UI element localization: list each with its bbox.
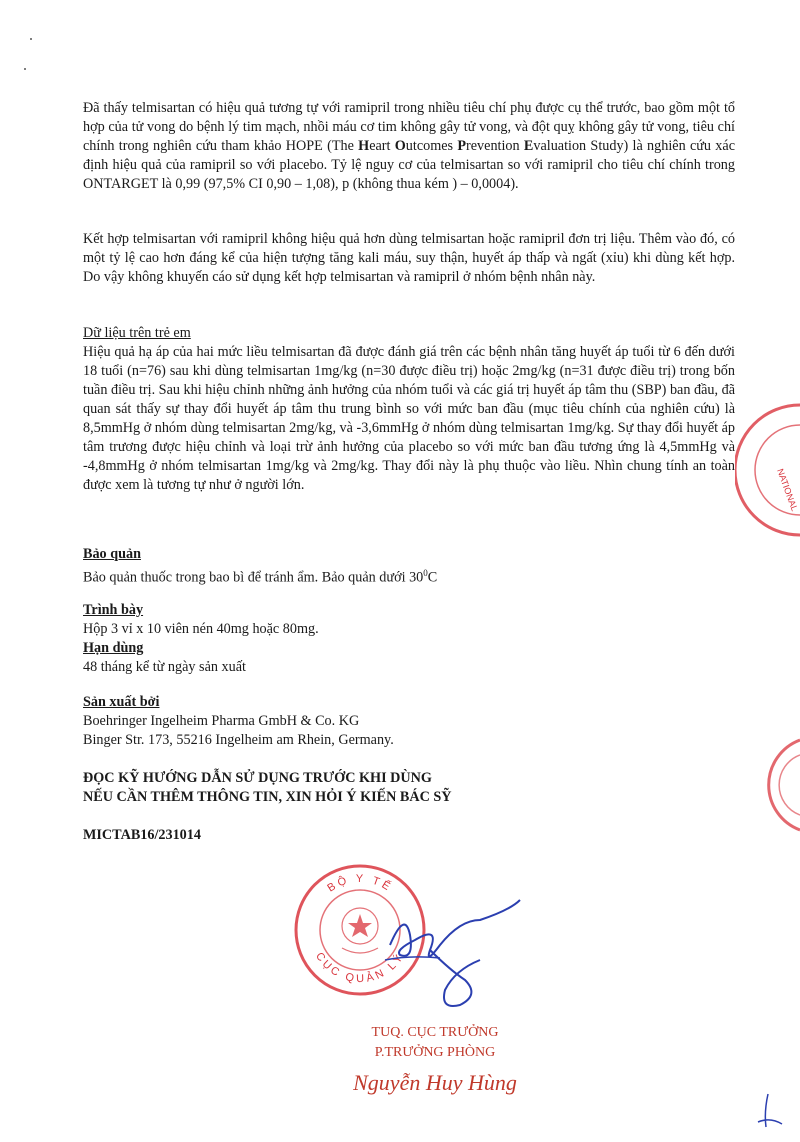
scan-speck [24, 68, 26, 70]
storage-section [83, 545, 735, 588]
signature-title-1: TUQ. CỤC TRƯỞNG [371, 1025, 499, 1040]
hope-letter-e: E [523, 138, 534, 154]
para1-part: utcomes [405, 138, 458, 154]
warning-line-2: NẾU CẦN THÊM THÔNG TIN, XIN HỎI Ý KIẾN BÁC SỸ [83, 789, 452, 805]
shelf-life-text: 48 tháng kể từ ngày sản xuất [83, 659, 246, 675]
combination-paragraph [83, 230, 735, 287]
presentation-section [83, 601, 735, 677]
warning-section [83, 769, 735, 807]
pediatric-section [83, 324, 735, 495]
manufacturer-name: Boehringer Ingelheim Pharma GmbH & Co. KG [83, 713, 360, 729]
ontarget-paragraph [83, 99, 735, 194]
storage-heading: Bảo quản [83, 546, 141, 562]
storage-degree: 0 [423, 568, 428, 578]
para1-part: revention [466, 138, 524, 154]
signer-name: Nguyễn Huy Hùng [353, 1070, 517, 1095]
manufacturer-address: Binger Str. 173, 55216 Ingelheim am Rhein, Germany. [83, 732, 394, 748]
presentation-text: Hộp 3 vỉ x 10 viên nén 40mg hoặc 80mg. [83, 621, 319, 637]
para1-part: eart [369, 138, 395, 154]
scan-speck [30, 38, 32, 40]
pediatric-text: Hiệu quả hạ áp của hai mức liều telmisartan đã được đánh giá trên các bệnh nhân tăng huyết áp tuổi từ 6 đến dưới 18 tuổi (n=76) sau khi dùng telmisartan 1mg/kg (n=30 được điều trị) hoặc 2mg/kg (n=31 được điều trị) trong bốn tuần điều trị. Sau khi hiệu chỉnh những ảnh hưởng của nhóm tuổi và các giá trị huyết áp tâm thu (SBP) ban đầu, đã quan sát thấy sự thay đổi huyết áp tâm thu trung bình so với mức ban đầu (mục tiêu chính của nghiên cứu) là 8,5mmHg ở nhóm dùng telmisartan 2mg/kg, và -3,6mmHg ở nhóm dùng telmisartan 1mg/kg. Sự thay đổi huyết áp tâm trương được hiệu chỉnh và loại trừ ảnh hưởng của placebo so với mức ban đầu tương ứng là 4,5mmHg và -4,8mmHg ở nhóm telmisartan 1mg/kg và 2mg/kg. Thay đổi này là phụ thuộc vào liều. Nhìn chung tính an toàn được xem là tương tự như ở người lớn. [83, 344, 736, 493]
hope-letter-p: P [457, 138, 467, 154]
pediatric-heading: Dữ liệu trên trẻ em [83, 325, 191, 341]
para1-text: Đã thấy telmisartan có hiệu quả tương tự với ramipril trong nhiều tiêu chí phụ được cụ thể trước, bao gồm một tổ hợp của tử vong do bệnh lý tim mạch, nhồi máu cơ tim không gây tử vong, và đột quỵ không gây tử vong, tiêu chí chính trong nghiên cứu tham khảo HOPE (The [83, 100, 735, 154]
para2-text: Kết hợp telmisartan với ramipril không hiệu quả hơn dùng telmisartan hoặc ramipril đơn trị liệu. Thêm vào đó, có một tỷ lệ cao hơn đáng kể của hiện tượng tăng kali máu, suy thận, huyết áp thấp và ngất (xỉu) khi dùng kết hợp. Do vậy không khuyến cáo sử dụng kết hợp telmisartan và ramipril ở nhóm bệnh nhân này. [83, 231, 735, 285]
signature-icon [370, 890, 530, 1030]
edge-stamp-icon-2 [745, 735, 800, 835]
storage-unit: C [427, 569, 438, 586]
document-code-text: MICTAB16/231014 [83, 827, 201, 843]
warning-line-1: ĐỌC KỸ HƯỚNG DẪN SỬ DỤNG TRƯỚC KHI DÙNG [83, 770, 432, 786]
edge-stamp-icon [735, 400, 800, 540]
svg-text:CỤC QUẢN LÝ: CỤC QUẢN LÝ [313, 950, 407, 986]
signature-title-2: P.TRƯỞNG PHÒNG [374, 1045, 496, 1060]
para1-part: valuation Study) là nghiên cứu xác định hiệu quả của ramipril so với placebo. Tỷ lệ nguy cơ của telmisartan so với ramipril cho tiêu chí chính trong ONTARGET là 0,99 (97,5% CI 0,90 – 1,08), p (không thua kém ) – 0,0004). [83, 138, 735, 192]
document-code [83, 826, 735, 845]
svg-text:NATIONAL: NATIONAL [775, 467, 800, 513]
hope-letter-o: O [394, 138, 406, 154]
storage-text: Bảo quản thuốc trong bao bì để tránh ẩm. Bảo quản dưới 30 [83, 569, 424, 586]
presentation-heading: Trình bày [83, 602, 144, 618]
manufacturer-section [83, 693, 735, 750]
shelf-life-heading: Hạn dùng [83, 640, 144, 656]
corner-mark-icon [750, 1092, 790, 1137]
manufacturer-heading: Sản xuất bởi [83, 694, 160, 710]
hope-letter-h: H [358, 138, 370, 154]
svg-text:BỘ Y TẾ: BỘ Y TẾ [325, 872, 395, 895]
